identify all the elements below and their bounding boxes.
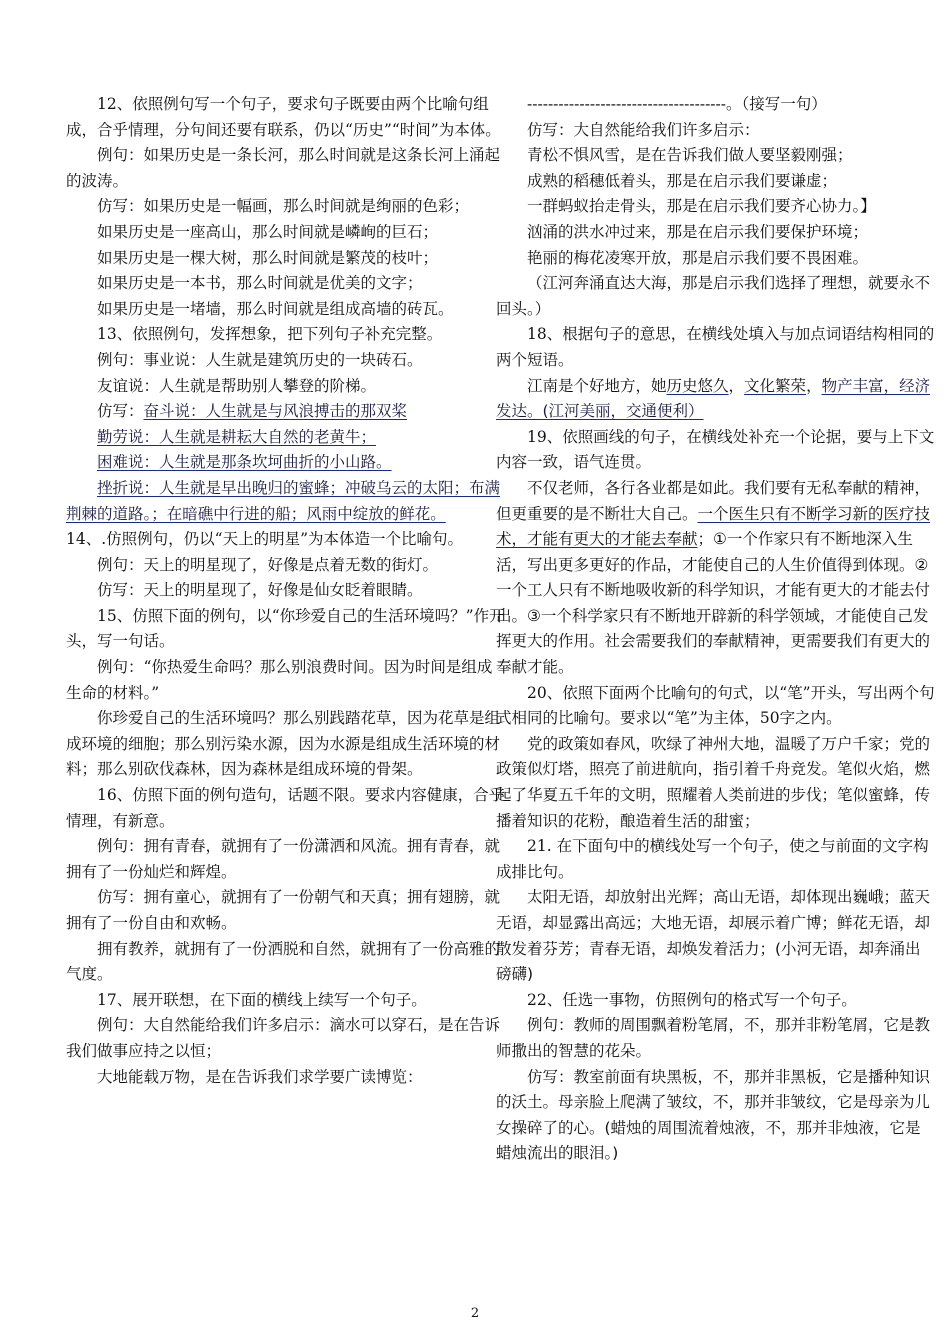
q19-title: 19、依照画线的句子，在横线处补充一个论据，要与上下文内容一致，语气连贯。 bbox=[496, 427, 935, 472]
q17-title: 17、展开联想，在下面的横线上续写一个句子。 bbox=[97, 990, 427, 1009]
q18-sep-2: ， bbox=[806, 376, 822, 395]
q17-answer-1: 青松不惧风雪，是在告诉我们做人要坚毅刚强； bbox=[527, 146, 853, 165]
q17-answer-2: 成熟的稻穗低着头，那是在启示我们要谦虚； bbox=[527, 171, 838, 190]
q17-answer-3: 一群蚂蚁抬走骨头，那是在启示我们要齐心协力。】 bbox=[527, 197, 876, 216]
q15-example: 例句：“你热爱生命吗？那么别浪费时间。因为时间是组成生命的材料。” bbox=[66, 658, 493, 702]
q13-imitate bbox=[66, 399, 506, 425]
q17-imitate: 仿写：大自然能给我们许多启示： bbox=[527, 120, 760, 139]
q15-answer: 你珍爱自己的生活环境吗？那么别践踏花草，因为花草是组成环境的细胞；那么别污染水源，因为水源是组成生活环境的材料；那么别砍伐森林，因为森林是组成环境的骨架。 bbox=[66, 709, 501, 779]
q13-answer-3: 困难说：人生就是那条坎坷曲折的小山路。 bbox=[97, 453, 392, 472]
q12-example: 例句：如果历史是一条长河，那么时间就是这条长河上涌起的波涛。 bbox=[66, 146, 501, 190]
q12-answer-4: 如果历史是一堵墙，那么时间就是组成高墙的砖瓦。 bbox=[97, 299, 454, 318]
right-column bbox=[496, 92, 936, 1167]
q21-title: 21. 在下面句中的横线处写一个句子，使之与前面的文字构成排比句。 bbox=[496, 837, 929, 881]
q16-example: 例句：拥有青春，就拥有了一份潇洒和风流。拥有青春，就拥有了一份灿烂和辉煌。 bbox=[66, 837, 501, 881]
q17-example: 例句：大自然能给我们许多启示：滴水可以穿石，是在告诉我们做事应持之以恒； bbox=[66, 1016, 501, 1060]
q22-example: 例句：教师的周围飘着粉笔屑，不，那并非粉笔屑，它是教师撒出的智慧的花朵。 bbox=[496, 1016, 931, 1060]
q13-answer-4-line bbox=[66, 476, 506, 527]
q16-imitate: 仿写：拥有童心，就拥有了一份朝气和天真；拥有翅膀，就拥有了一份自由和欢畅。 bbox=[66, 888, 501, 932]
q17-answer-4: 汹涌的洪水冲过来，那是在启示我们要保护环境； bbox=[527, 222, 869, 241]
q13-answer-2: 勤劳说：人生就是耕耘大自然的老黄牛； bbox=[97, 427, 377, 446]
q12-imitate: 仿写：如果历史是一幅画，那么时间就是绚丽的色彩； bbox=[97, 197, 470, 216]
q18-sep-1: ， bbox=[728, 376, 745, 395]
q13-answer-2-line bbox=[66, 425, 506, 451]
q12-answer-2: 如果历史是一棵大树，那么时间就是繁茂的枝叶； bbox=[97, 248, 439, 267]
q18-dotted-word-1: 历史悠久 bbox=[666, 376, 729, 395]
q17-line: 大地能载万物，是在告诉我们求学要广读博览： bbox=[97, 1067, 423, 1086]
q18-title: 18、根据句子的意思，在横线处填入与加点词语结构相同的两个短语。 bbox=[496, 325, 935, 369]
q22-title: 22、任选一事物，仿照例句的格式写一个句子。 bbox=[527, 990, 857, 1009]
q12-answer-1: 如果历史是一座高山，那么时间就是嶙峋的巨石； bbox=[97, 222, 439, 241]
q18-filled-answer: 物产丰富，经济发达。(江河美丽，交通便利） bbox=[496, 376, 931, 421]
q20-paragraph: 党的政策如春风，吹绿了神州大地，温暖了万户千家；党的政策似灯塔，照亮了前进航向，指引着千舟竞发。笔似火焰，燃起了华夏五千年的文明，照耀着人类前进的步伐；笔似蜜蜂，传播着知识的花粉，酿造着生活的甜蜜； bbox=[496, 734, 931, 830]
q13-imitate-label: 仿写： bbox=[97, 402, 144, 421]
q17-answer-6: （江河奔涌直达大海，那是启示我们选择了理想，就要永不回头。） bbox=[496, 274, 931, 318]
q19-underlined-sentence: 一个医生只有不断学习新的医疗技术，才能有更大的才能去奉献 bbox=[496, 504, 931, 549]
q12-title: 12、依照例句写一个句子，要求句子既要由两个比喻句组成，合乎情理，分句间还要有联系，仍以“历史”“时间”为本体。 bbox=[66, 95, 501, 139]
q15-title: 15、仿照下面的例句，以“你珍爱自己的生活环境吗？”作开头，写一句话。 bbox=[66, 606, 505, 651]
q17-answer-5: 艳丽的梅花凌寒开放，那是启示我们要不畏困难。 bbox=[527, 248, 869, 267]
q18-dotted-word-2: 文化繁荣 bbox=[744, 376, 807, 395]
q22-imitate: 仿写：教室前面有块黑板，不，那并非黑板，它是播种知识的沃土。母亲脸上爬满了皱纹，不，那并非皱纹，它是母亲为儿女操碎了的心。(蜡烛的周围流着烛液，不，那并非烛液，它是蜡烛流出的眼泪。) bbox=[496, 1067, 931, 1163]
q19-text-pre: 不仅老师，各行各业都是如此。我们要有无私奉献的精神，但更重要的是不断壮大自己。 bbox=[496, 478, 931, 523]
q19-text-post: ；①一个作家只有不断地深入生活，写出更多更好的作品，才能使自己的人生价值得到体现。②一个工人只有不断地吸收新的科学知识，才能有更大的才能去付出。③一个科学家只有不断地开辟新的科学领域，才能使自己发挥更大的作用。社会需要我们的奉献精神，更需要我们有更大的奉献才能。 bbox=[496, 530, 931, 677]
q13-title: 13、依照例句，发挥想象，把下列句子补充完整。 bbox=[97, 325, 443, 344]
q17-continue: --------------------------------------。（接写一句） bbox=[527, 95, 827, 113]
q13-answer-3-line bbox=[66, 450, 506, 476]
q19-paragraph bbox=[496, 476, 936, 681]
q12-answer-3: 如果历史是一本书，那么时间就是优美的文字； bbox=[97, 274, 423, 293]
q13-answer-4: 挫折说：人生就是早出晚归的蜜蜂；冲破乌云的太阳；布满荆棘的道路。；在暗礁中行进的船；风雨中绽放的鲜花。 bbox=[66, 478, 501, 523]
q13-example: 例句：事业说：人生就是建筑历史的一块砖石。 bbox=[97, 350, 423, 369]
q13-answer-1: 奋斗说：人生就是与风浪搏击的那双桨 bbox=[143, 402, 408, 421]
page-number: 2 bbox=[470, 1306, 480, 1321]
q16-extra: 拥有教养，就拥有了一份洒脱和自然，就拥有了一份高雅的气度。 bbox=[66, 939, 501, 984]
q21-paragraph: 太阳无语，却放射出光辉；高山无语，却体现出巍峨；蓝天无语，却显露出高远；大地无语，却展示着广博；鲜花无语，却散发着芬芳；青春无语，却焕发着活力；(小河无语，却奔涌出磅礴) bbox=[496, 888, 931, 984]
q14-title: 14、.仿照例句，仍以“天上的明星”为本体造一个比喻句。 bbox=[66, 530, 464, 549]
q14-example: 例句：天上的明星现了，好像是点着无数的街灯。 bbox=[97, 555, 439, 574]
q16-title: 16、仿照下面的例句造句，话题不限。要求内容健康，合乎情理，有新意。 bbox=[66, 786, 505, 830]
q18-answer bbox=[496, 374, 936, 425]
q14-imitate: 仿写：天上的明星现了，好像是仙女眨着眼睛。 bbox=[97, 581, 423, 600]
q18-text-pre: 江南是个好地方，她 bbox=[527, 376, 667, 395]
left-column bbox=[66, 92, 506, 1090]
q20-title: 20、依照下面两个比喻句的句式，以“笔”开头，写出两个句式相同的比喻句。要求以“笔”为主体，50字之内。 bbox=[496, 683, 935, 728]
q13-friend: 友谊说：人生就是帮助别人攀登的阶梯。 bbox=[97, 376, 377, 395]
